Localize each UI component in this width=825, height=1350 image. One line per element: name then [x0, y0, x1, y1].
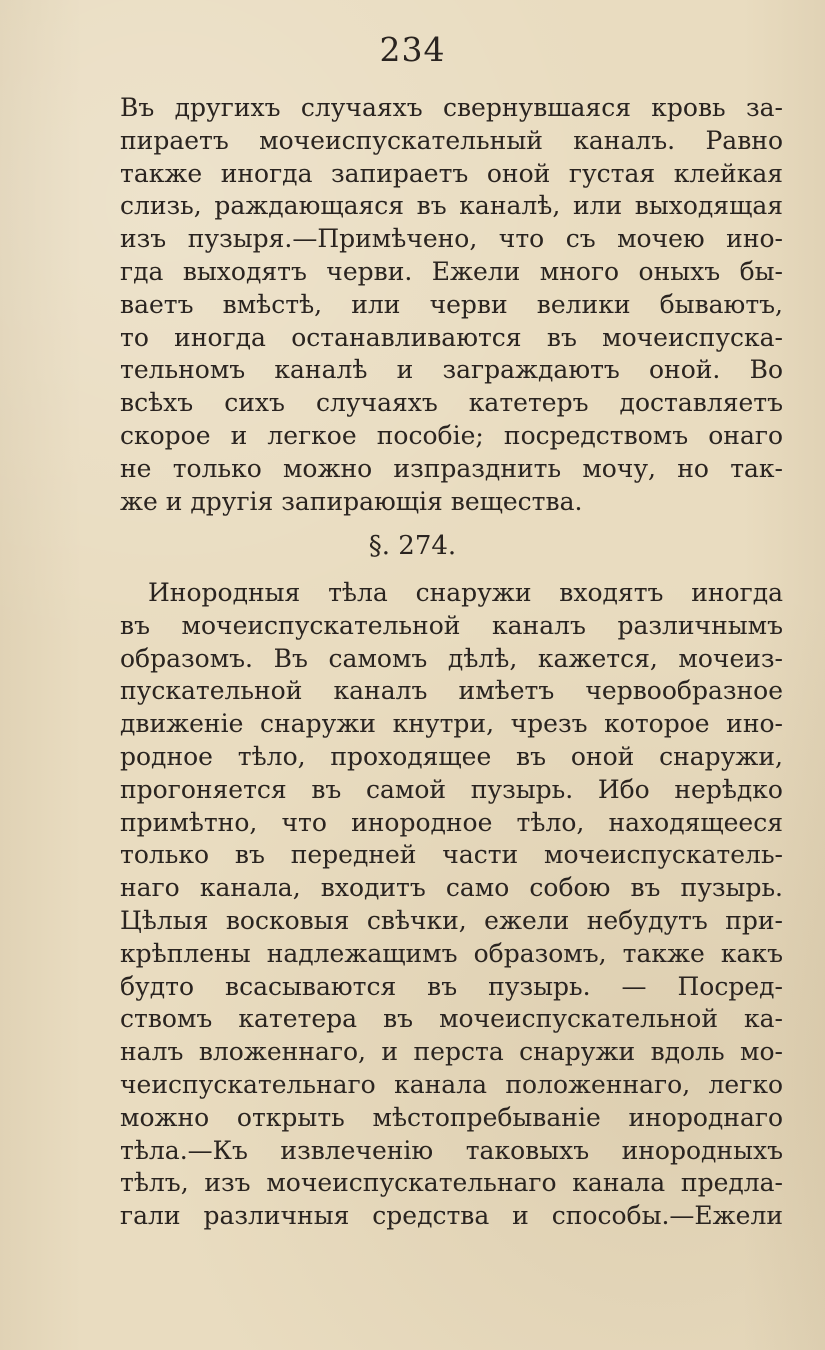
text-line: будто всасываются въ пузырь. — Посред- [120, 971, 783, 1001]
text-line: тельномъ каналѣ и заграждаютъ оной. Во [120, 355, 783, 385]
text-line: не только можно изпразднить мочу, но так- [120, 453, 783, 483]
text-line: тѣлъ, изъ мочеиспускательнаго канала предла- [120, 1168, 783, 1198]
text-line: изъ пузыря.—Примѣчено, что съ мочею ино- [120, 224, 783, 254]
text-line: Цѣлыя восковыя свѣчки, ежели небудутъ при- [120, 905, 783, 935]
text-line: ваетъ вмѣстѣ, или черви велики бываютъ, [120, 289, 783, 319]
text-line: чеиспускательнаго канала положеннаго, легко [120, 1069, 783, 1099]
text-line: скорое и легкое пособіе; посредствомъ онаго [120, 420, 783, 450]
text-line: наго канала, входитъ само собою въ пузырь. [120, 873, 783, 903]
page-number: 234 [379, 30, 446, 69]
text-line: Въ другихъ случаяхъ свернувшаяся кровь за- [120, 93, 783, 122]
paragraph-2 [120, 577, 783, 1233]
text-line: то иногда останавливаются въ мочеиспуска- [120, 322, 783, 352]
text-line: пускательной каналъ имѣетъ червообразное [120, 676, 783, 706]
text-line: въ мочеиспускательной каналъ различнымъ [120, 610, 783, 640]
paragraph-1 [120, 92, 783, 518]
text-line: гда выходятъ черви. Ежели много оныхъ бы- [120, 256, 783, 286]
text-line: всѣхъ сихъ случаяхъ катетеръ доставляетъ [120, 388, 783, 418]
text-line: можно открыть мѣстопребываніе инороднаго [120, 1102, 783, 1132]
text-line: ствомъ катетера въ мочеиспускательной ка- [120, 1004, 783, 1034]
text-line: только въ передней части мочеиспускатель- [120, 840, 783, 870]
text-line: примѣтно, что инородное тѣло, находящееся [120, 807, 783, 837]
text-line: слизь, раждающаяся въ каналѣ, или выходящая [120, 191, 783, 221]
text-line: движеніе снаружи кнутри, чрезъ которое ино- [120, 709, 783, 739]
section-heading: §. 274. [368, 531, 457, 561]
text-line: также иногда запираетъ оной густая клейкая [120, 158, 783, 188]
text-line: налъ вложеннаго, и перста снаружи вдоль мо- [120, 1037, 783, 1067]
text-line: родное тѣло, проходящее въ оной снаружи, [120, 741, 783, 771]
text-line: тѣла.—Къ извлеченію таковыхъ инородныхъ [120, 1135, 783, 1165]
text-line: пираетъ мочеиспускательный каналъ. Равно [120, 125, 783, 155]
text-line: гали различныя средства и способы.—Ежели [120, 1201, 783, 1231]
text-line: образомъ. Въ самомъ дѣлѣ, кажется, мочеиз- [120, 643, 783, 673]
text-line: прогоняется въ самой пузырь. Ибо нерѣдко [120, 774, 783, 804]
text-line: же и другія запирающія вещества. [120, 486, 583, 516]
text-line: крѣплены надлежащимъ образомъ, также какъ [120, 938, 783, 968]
text-line: Инородныя тѣла снаружи входятъ иногда [148, 578, 783, 607]
